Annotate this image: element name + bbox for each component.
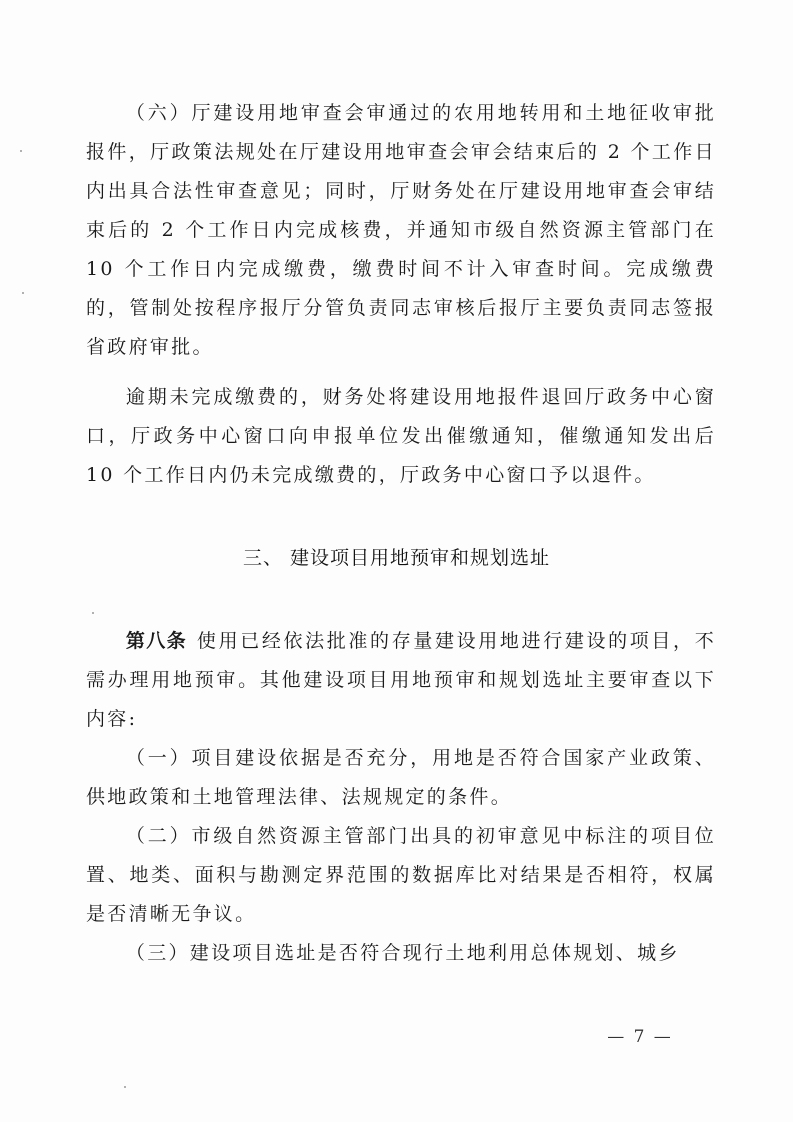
scan-speck bbox=[20, 150, 22, 152]
article-paragraph bbox=[86, 622, 716, 739]
paragraph-text: （六）厅建设用地审查会审通过的农用地转用和土地征收审批报件，厅政策法规处在厅建设用地审查会审会结束后的 2 个工作日内出具合法性审查意见；同时，厅财务处在厅建设用地审查会审结束后的 2 个工作日内完成核费，并通知市级自然资源主管部门在 10 个工作日内完成缴费，缴费时间不计入审查时间。完成缴费的，管制处按程序报厅分管负责同志审核后报厅主要负责同志签报省政府审批。 bbox=[86, 102, 716, 358]
paragraph-overdue bbox=[86, 378, 716, 495]
article-text: 使用已经依法批准的存量建设用地进行建设的项目，不需办理用地预审。其他建设项目用地预审和规划选址主要审查以下内容: bbox=[86, 630, 716, 730]
section-heading: 三、 建设项目用地预审和规划选址 bbox=[242, 547, 551, 569]
scan-speck bbox=[92, 612, 94, 614]
article-eight bbox=[86, 622, 716, 973]
list-item: （三）建设项目选址是否符合现行土地利用总体规划、城乡 bbox=[125, 942, 680, 964]
paragraph-six bbox=[86, 94, 716, 367]
article-label: 第八条 bbox=[125, 630, 187, 652]
list-item: （一）项目建设依据是否充分，用地是否符合国家产业政策、供地政策和土地管理法律、法规规定的条件。 bbox=[86, 747, 716, 808]
list-item: （二）市级自然资源主管部门出具的初审意见中标注的项目位置、地类、面积与勘测定界范围的数据库比对结果是否相符，权属是否清晰无争议。 bbox=[86, 825, 716, 925]
scan-speck bbox=[124, 1086, 126, 1088]
scan-speck bbox=[22, 292, 24, 294]
page-number: — 7 — bbox=[607, 1027, 673, 1047]
paragraph-text: 逾期未完成缴费的，财务处将建设用地报件退回厅政务中心窗口，厅政务中心窗口向申报单位发出催缴通知，催缴通知发出后 10 个工作日内仍未完成缴费的，厅政务中心窗口予以退件。 bbox=[86, 386, 716, 486]
